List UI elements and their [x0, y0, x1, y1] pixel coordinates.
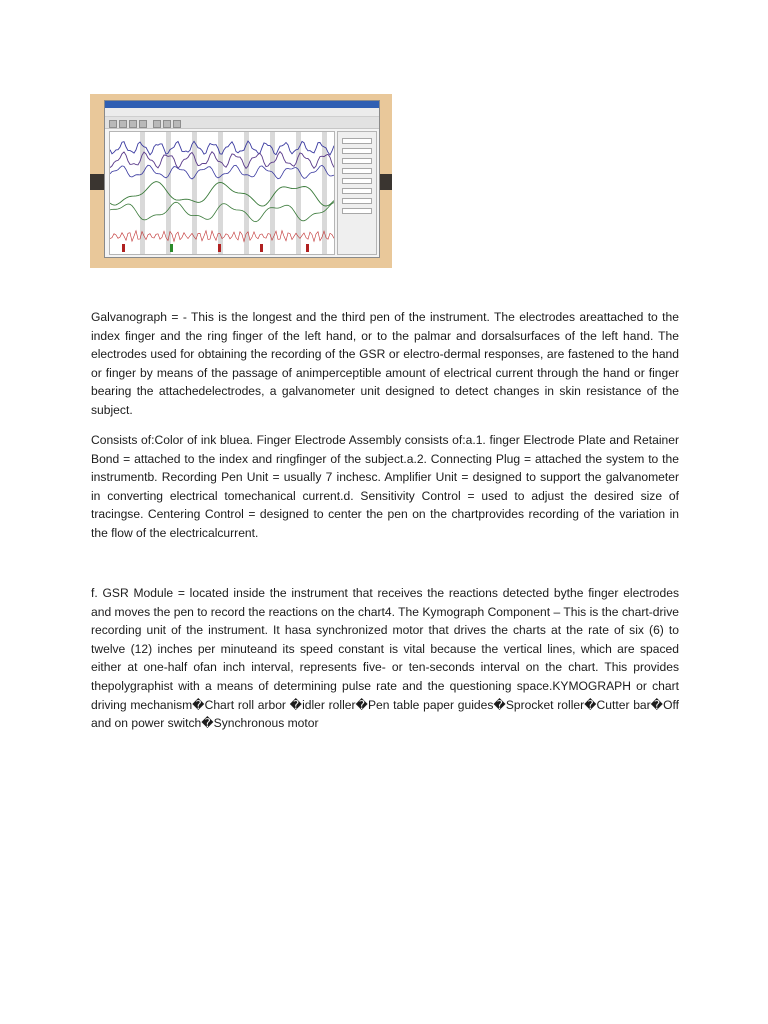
toolbar-icon — [153, 120, 161, 128]
chart-time-band — [192, 132, 197, 254]
software-window — [104, 100, 380, 258]
paragraph-gsr-module: f. GSR Module = located inside the instrument that receives the reactions detected bythe finger electrodes and moves the pen to record the reactions on the chart4. The Kymograph Component – This is the chart-drive recording unit of the instrument. It hasa synchronized motor that drives the charts at the rate of six (6) to twelve (12) inches per minuteand its speed constant is vital because the vertical lines, which are spaced either at one-half ofan inch interval, represents five- or ten-seconds interval on the chart. This provides thepolygraphist with a means of determining pulse rate and the questioning space.KYMOGRAPH or chart driving mechanism�Chart roll arbor �idler roller�Pen table paper guides�Sprocket roller�Cutter bar�Off and on power switch�Synchronous motor — [91, 586, 679, 731]
toolbar-icon — [139, 120, 147, 128]
panel-control — [342, 148, 372, 154]
event-marker — [306, 244, 309, 252]
panel-control — [342, 198, 372, 204]
panel-control — [342, 138, 372, 144]
toolbar-icon — [173, 120, 181, 128]
chart-time-band — [296, 132, 301, 254]
toolbar-icon — [119, 120, 127, 128]
panel-control — [342, 188, 372, 194]
event-marker — [170, 244, 173, 252]
window-menubar — [105, 108, 379, 117]
toolbar-icon — [109, 120, 117, 128]
panel-control — [342, 178, 372, 184]
tracing-svg — [110, 132, 334, 254]
panel-control — [342, 208, 372, 214]
paragraph-consists-of: Consists of:Color of ink bluea. Finger Electrode Assembly consists of:a.1. finger Electrode Plate and Retainer Bond = attached to the index and ringfinger of the subject.a.2. Connecting Plug = attached the system to the instrumentb. Recording Pen Unit = usually 7 inchesc. Amplifier Unit = designed to support the galvanometer in converting electrical tomechanical current.d. Sensitivity Control = used to adjust the desired size of tracingse. Centering Control = designed to center the pen on the chartprovides recording of the variation in the flow of the electricalcurrent. — [91, 433, 679, 540]
window-titlebar — [105, 101, 379, 108]
event-marker — [218, 244, 221, 252]
toolbar-icon — [129, 120, 137, 128]
side-panel — [337, 131, 377, 255]
paragraph-galvanograph: Galvanograph = - This is the longest and the third pen of the instrument. The electrodes areattached to the index finger and the ring finger of the left hand, or to the palmar and dorsalsurfaces of the left hand. The electrodes used for obtaining the recording of the GSR or electro-dermal responses, are fastened to the hand or finger by means of the passage of animperceptible amount of electrical current through the hand or finger bearing the attachedelectrodes, a galvanometer unit designed to detect changes in skin resistance of the subject. — [91, 310, 679, 417]
polygraph-software-screenshot — [90, 94, 392, 268]
toolbar-icon — [163, 120, 171, 128]
tracing-chart — [109, 131, 335, 255]
chart-time-band — [244, 132, 249, 254]
event-marker — [122, 244, 125, 252]
event-marker — [260, 244, 263, 252]
panel-control — [342, 158, 372, 164]
panel-control — [342, 168, 372, 174]
